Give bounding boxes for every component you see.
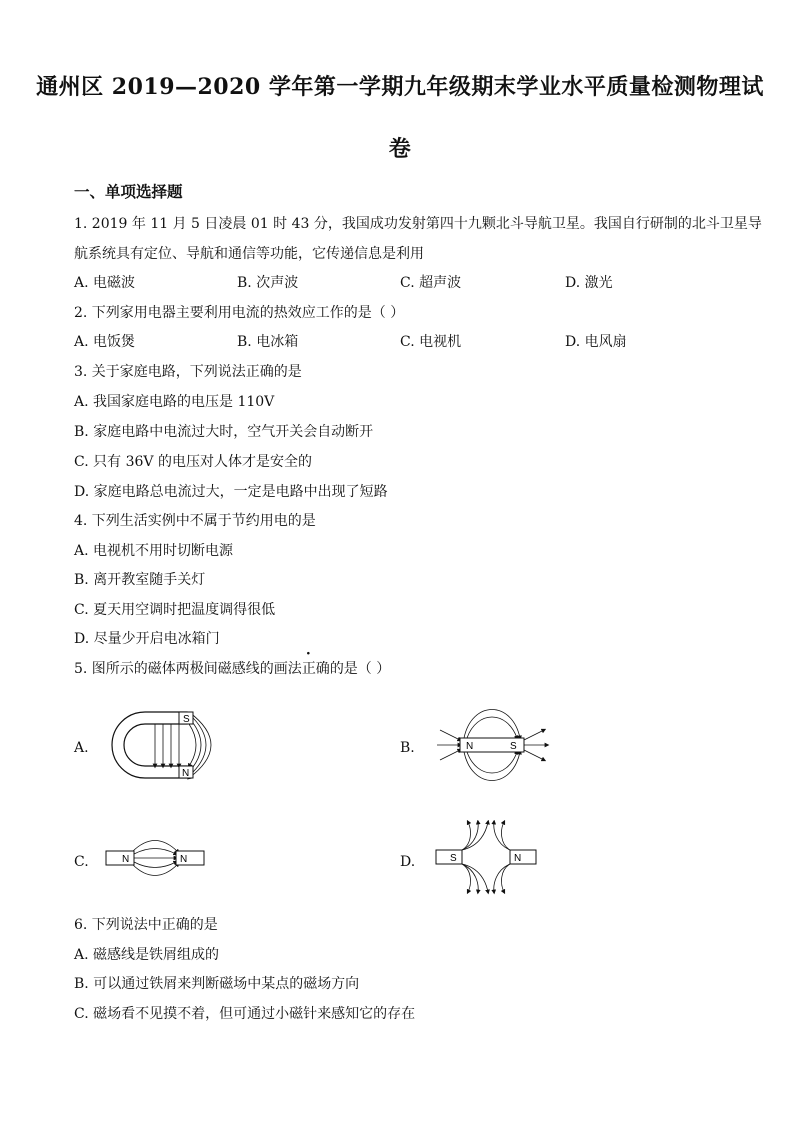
q4-option-a: A. 电视机不用时切断电源 bbox=[74, 543, 234, 559]
q6-option-a: A. 磁感线是铁屑组成的 bbox=[74, 947, 220, 963]
q6-option-b: B. 可以通过铁屑来判断磁场中某点的磁场方向 bbox=[74, 976, 360, 992]
pole-s: S bbox=[450, 853, 457, 864]
pole-n: N bbox=[122, 854, 130, 865]
q5-figure-c-two-magnets bbox=[104, 825, 209, 895]
q1-stem-line-1: 1. 2019 年 11 月 5 日凌晨 01 时 43 分，我国成功发射第四十九颗北斗导航卫星。我国自行研制的北斗卫星导 bbox=[74, 216, 762, 232]
q1-stem-line-2: 航系统具有定位、导航和通信等功能，它传递信息是利用 bbox=[74, 246, 424, 262]
pole-n: N bbox=[182, 768, 190, 779]
q5-stem-start: 5. 图所示的磁体两极间磁感线的画法 bbox=[74, 661, 302, 677]
q3-option-d: D. 家庭电路总电流过大，一定是电路中出现了短路 bbox=[74, 484, 388, 500]
q5-figure-c-label: C. bbox=[74, 854, 89, 870]
q4-option-d: D. 尽量少开启电冰箱门 bbox=[74, 631, 220, 647]
q3-option-b: B. 家庭电路中电流过大时，空气开关会自动断开 bbox=[74, 424, 374, 440]
q1-option-a: A. 电磁波 bbox=[74, 275, 136, 291]
q5-figure-d-two-magnets bbox=[434, 820, 539, 895]
q4-option-b: B. 离开教室随手关灯 bbox=[74, 572, 206, 588]
q1-option-d: D. 激光 bbox=[565, 275, 613, 291]
q1-option-b: B. 次声波 bbox=[237, 275, 299, 291]
q5-figure-a-label: A. bbox=[74, 740, 89, 756]
section-heading: 一、单项选择题 bbox=[74, 182, 183, 201]
q3-stem: 3. 关于家庭电路，下列说法正确的是 bbox=[74, 364, 302, 380]
q3-option-c: C. 只有 36V 的电压对人体才是安全的 bbox=[74, 454, 312, 470]
q2-option-b: B. 电冰箱 bbox=[237, 334, 299, 350]
q2-option-c: C. 电视机 bbox=[400, 334, 462, 350]
page-title-line-1: 通州区 2019—2020 学年第一学期九年级期末学业水平质量检测物理试 bbox=[36, 74, 764, 100]
q5-stem bbox=[74, 658, 390, 678]
q3-option-a: A. 我国家庭电路的电压是 110V bbox=[74, 394, 275, 410]
q4-stem: 4. 下列生活实例中不属于节约用电的是 bbox=[74, 513, 316, 529]
page-title-line-2: 卷 bbox=[388, 136, 412, 162]
q2-option-a: A. 电饭煲 bbox=[74, 334, 136, 350]
q6-stem: 6. 下列说法中正确的是 bbox=[74, 917, 218, 933]
q5-stem-end: 的是（ ） bbox=[329, 661, 391, 677]
q5-figure-b-bar-magnet bbox=[432, 700, 552, 790]
q5-figure-a-horseshoe-magnet bbox=[105, 700, 240, 790]
q5-stem-emphasis: 正确 bbox=[301, 661, 330, 677]
q5-figure-d-label: D. bbox=[400, 854, 416, 870]
pole-n: N bbox=[514, 853, 522, 864]
pole-n: N bbox=[466, 741, 474, 752]
pole-s: S bbox=[183, 714, 190, 725]
q1-option-c: C. 超声波 bbox=[400, 275, 462, 291]
pole-n: N bbox=[180, 854, 188, 865]
pole-s: S bbox=[510, 741, 517, 752]
q5-figure-b-label: B. bbox=[400, 740, 415, 756]
q6-option-c: C. 磁场看不见摸不着，但可通过小磁针来感知它的存在 bbox=[74, 1006, 416, 1022]
q4-option-c: C. 夏天用空调时把温度调得很低 bbox=[74, 602, 276, 618]
q2-option-d: D. 电风扇 bbox=[565, 334, 627, 350]
q2-stem: 2. 下列家用电器主要利用电流的热效应工作的是（ ） bbox=[74, 305, 405, 321]
